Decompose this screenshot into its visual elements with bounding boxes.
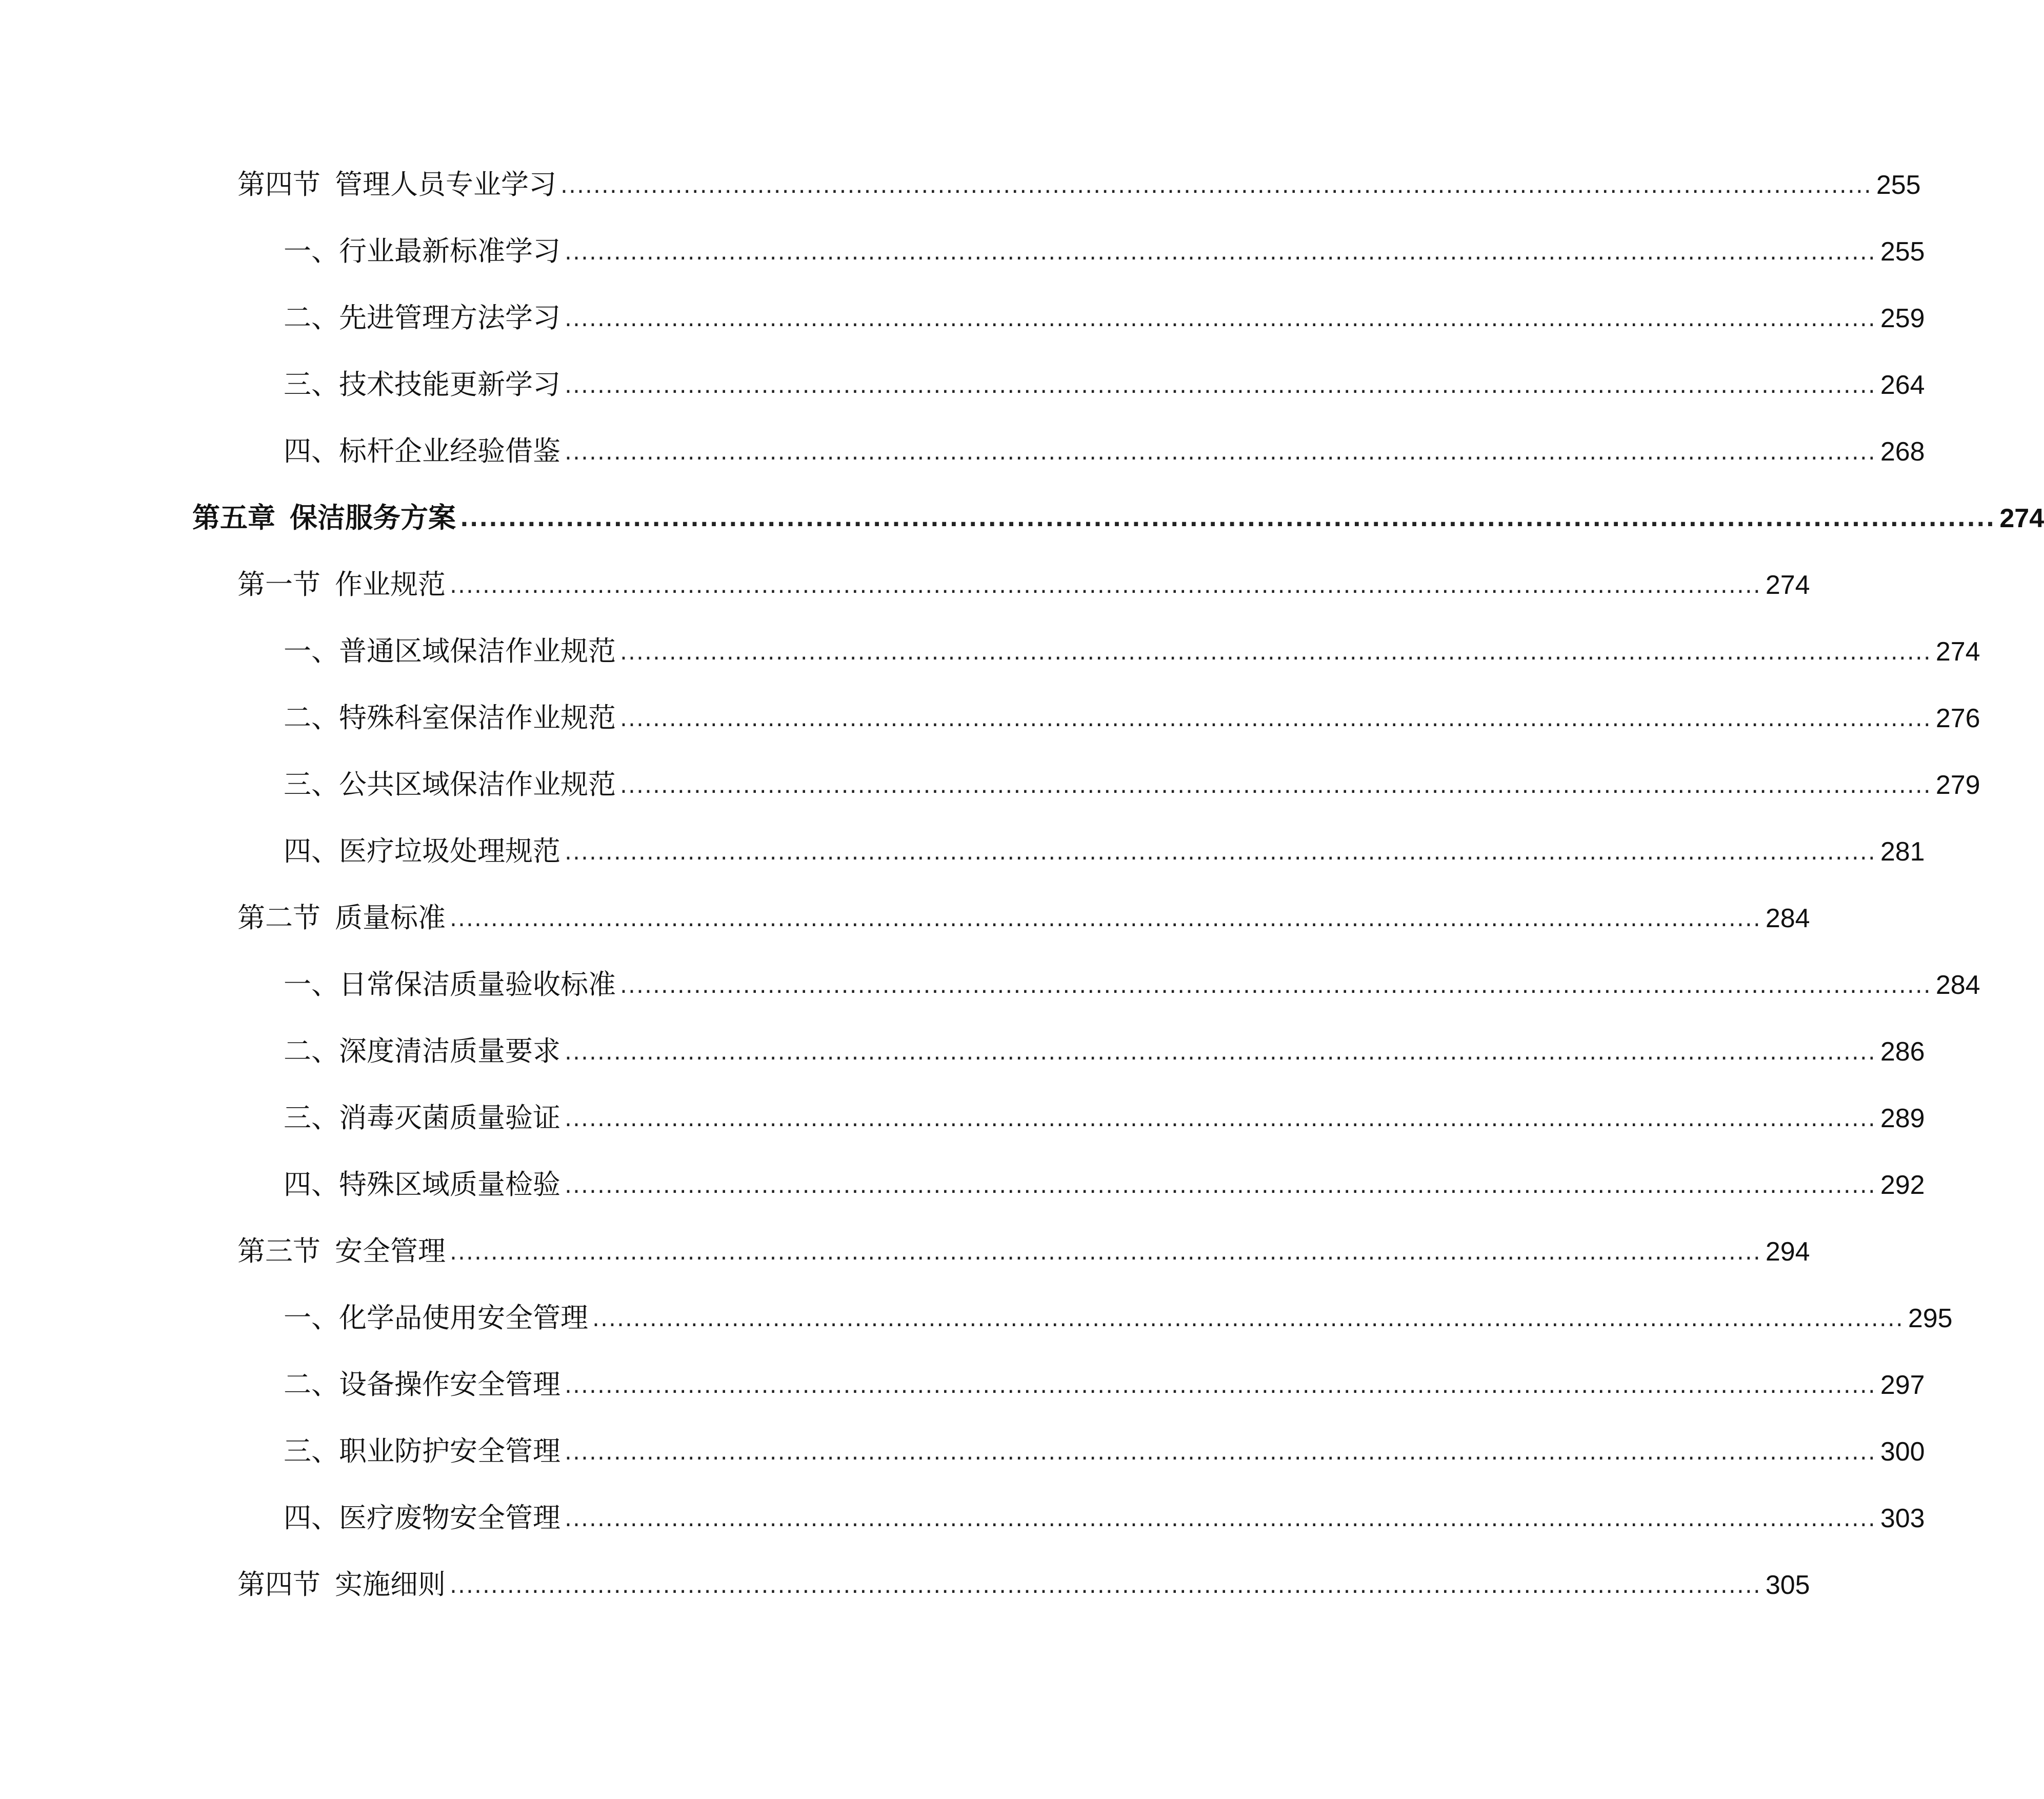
toc-dot-leader: ................................................................................................................................................................ — [565, 839, 1876, 865]
toc-entry[interactable] — [284, 831, 1925, 872]
toc-entry[interactable] — [284, 1164, 1925, 1205]
toc-page-number: 284 — [1935, 970, 1980, 1000]
toc-entry-prefix: 四、 — [284, 435, 339, 467]
toc-dot-leader: ................................................................................................................................................................ — [592, 1306, 1904, 1332]
toc-entry[interactable] — [237, 564, 1810, 605]
toc-page-number: 289 — [1880, 1104, 1925, 1133]
toc-entry-label — [284, 1431, 565, 1472]
toc-page-number: 303 — [1880, 1504, 1925, 1533]
toc-entry-prefix: 第二节 — [237, 902, 320, 934]
toc-entry-title: 医疗垃圾处理规范 — [339, 835, 560, 867]
toc-entry-label — [284, 1164, 565, 1205]
toc-entry-title: 普通区域保洁作业规范 — [339, 635, 616, 667]
toc-entry-title: 公共区域保洁作业规范 — [339, 768, 616, 801]
toc-entry-prefix: 第五章 — [192, 502, 275, 534]
toc-entry-title: 标杆企业经验借鉴 — [339, 435, 560, 467]
toc-dot-leader: ................................................................................................................................................................ — [450, 1572, 1761, 1598]
toc-dot-leader: ................................................................................................................................................................ — [620, 772, 1932, 798]
toc-dot-leader: ................................................................................................................................................................ — [565, 1506, 1876, 1532]
toc-entry-prefix: 二、 — [284, 1035, 339, 1067]
toc-dot-leader: ................................................................................................................................................................ — [565, 1039, 1876, 1065]
toc-entry[interactable] — [237, 1564, 1810, 1605]
toc-dot-leader: ................................................................................................................................................................ — [450, 572, 1761, 598]
toc-entry-label — [284, 1297, 592, 1338]
toc-entry-prefix: 四、 — [284, 1502, 339, 1534]
toc-dot-leader: ................................................................................................................................................................ — [565, 306, 1876, 332]
toc-entry-label — [237, 164, 560, 205]
toc-entry[interactable] — [284, 431, 1925, 472]
toc-entry[interactable] — [284, 1031, 1925, 1072]
toc-entry-title: 特殊科室保洁作业规范 — [339, 702, 616, 734]
toc-entry-prefix: 四、 — [284, 1168, 339, 1201]
toc-dot-leader: ................................................................................................................................................................ — [450, 906, 1761, 932]
toc-dot-leader: ................................................................................................................................................................ — [565, 1372, 1876, 1398]
toc-page-number: 300 — [1880, 1437, 1925, 1467]
toc-entry[interactable] — [284, 1364, 1925, 1405]
toc-entry-label — [284, 1097, 565, 1138]
toc-entry-title: 管理人员专业学习 — [335, 168, 556, 201]
toc-entry-title: 实施细则 — [335, 1568, 446, 1601]
toc-dot-leader: ................................................................................................................................................................ — [620, 706, 1932, 732]
toc-entry-prefix: 四、 — [284, 835, 339, 867]
toc-entry-prefix: 三、 — [284, 1435, 339, 1467]
toc-dot-leader: ................................................................................................................................................................ — [620, 639, 1932, 665]
toc-page-number: 295 — [1908, 1304, 1953, 1333]
toc-entry-prefix: 第四节 — [237, 1568, 320, 1601]
toc-entry[interactable] — [237, 164, 1921, 205]
toc-entry-prefix: 第一节 — [237, 568, 320, 601]
toc-dot-leader: ................................................................................................................................................................ — [565, 1106, 1876, 1132]
toc-dot-leader: ................................................................................................................................................................ — [450, 1239, 1761, 1265]
toc-entry[interactable] — [284, 297, 1925, 338]
toc-page-number: 268 — [1880, 437, 1925, 467]
toc-entry-label — [284, 297, 565, 338]
toc-page-number: 255 — [1876, 170, 1921, 200]
toc-page-number: 255 — [1880, 237, 1925, 267]
toc-entry-label — [192, 497, 460, 538]
toc-entry-title: 日常保洁质量验收标准 — [339, 968, 616, 1001]
toc-entry-label — [284, 1364, 565, 1405]
toc-entry-label — [284, 631, 620, 672]
toc-entry-title: 化学品使用安全管理 — [339, 1302, 588, 1334]
toc-dot-leader: ................................................................................................................................................................ — [565, 1439, 1876, 1465]
toc-dot-leader: ................................................................................................................................................................ — [460, 506, 1996, 532]
toc-entry-title: 行业最新标准学习 — [339, 235, 560, 267]
toc-entry-title: 质量标准 — [335, 902, 446, 934]
toc-entry-prefix: 一、 — [284, 1302, 339, 1334]
toc-dot-leader: ................................................................................................................................................................ — [565, 439, 1876, 465]
toc-entry-prefix: 一、 — [284, 968, 339, 1001]
toc-entry-label — [284, 231, 565, 272]
toc-page-number: 305 — [1765, 1570, 1810, 1600]
toc-entry-title: 作业规范 — [335, 568, 446, 601]
toc-dot-leader: ................................................................................................................................................................ — [565, 372, 1876, 398]
toc-entry-title: 先进管理方法学习 — [339, 302, 560, 334]
toc-entry[interactable] — [284, 1497, 1925, 1538]
toc-page-number: 294 — [1765, 1237, 1810, 1267]
toc-entry[interactable] — [284, 231, 1925, 272]
toc-entry-title: 深度清洁质量要求 — [339, 1035, 560, 1067]
toc-entry[interactable] — [284, 1097, 1925, 1138]
toc-entry-label — [284, 697, 620, 738]
toc-entry-prefix: 一、 — [284, 235, 339, 267]
toc-entry-label — [237, 564, 450, 605]
toc-page-number: 276 — [1935, 704, 1980, 733]
toc-entry[interactable] — [284, 631, 1980, 672]
toc-entry[interactable] — [284, 1297, 1953, 1338]
toc-entry-prefix: 三、 — [284, 768, 339, 801]
toc-entry-title: 职业防护安全管理 — [339, 1435, 560, 1467]
toc-entry-prefix: 三、 — [284, 368, 339, 401]
toc-entry[interactable] — [284, 1431, 1925, 1472]
toc-page-number: 259 — [1880, 304, 1925, 333]
toc-entry-label — [237, 1231, 450, 1272]
toc-dot-leader: ................................................................................................................................................................ — [565, 239, 1876, 265]
toc-entry-label — [284, 431, 565, 472]
toc-page-number: 274 — [1765, 570, 1810, 600]
toc-entry[interactable] — [284, 697, 1980, 738]
toc-entry-title: 保洁服务方案 — [290, 502, 456, 534]
toc-entry-label — [237, 1564, 450, 1605]
toc-entry-prefix: 二、 — [284, 302, 339, 334]
toc-dot-leader: ................................................................................................................................................................ — [560, 172, 1872, 198]
toc-dot-leader: ................................................................................................................................................................ — [565, 1172, 1876, 1198]
toc-page-number: 297 — [1880, 1370, 1925, 1400]
toc-entry-label — [237, 897, 450, 938]
toc-entry-title: 设备操作安全管理 — [339, 1368, 560, 1401]
toc-entry-title: 特殊区域质量检验 — [339, 1168, 560, 1201]
toc-entry-title: 技术技能更新学习 — [339, 368, 560, 401]
toc-entry[interactable] — [284, 764, 1980, 805]
toc-entry[interactable] — [284, 364, 1925, 405]
toc-page-number: 286 — [1880, 1037, 1925, 1067]
toc-entry[interactable] — [237, 897, 1810, 938]
toc-entry-label — [284, 364, 565, 405]
toc-page-number: 274 — [1999, 504, 2044, 533]
toc-page-number: 274 — [1935, 637, 1980, 667]
toc-entry-label — [284, 831, 565, 872]
toc-entry-title: 医疗废物安全管理 — [339, 1502, 560, 1534]
toc-entry-prefix: 一、 — [284, 635, 339, 667]
toc-entry-prefix: 三、 — [284, 1102, 339, 1134]
toc-entry-title: 消毒灭菌质量验证 — [339, 1102, 560, 1134]
toc-entry-label — [284, 1497, 565, 1538]
toc-entry-label — [284, 964, 620, 1005]
toc-dot-leader: ................................................................................................................................................................ — [620, 972, 1932, 998]
toc-entry-label — [284, 764, 620, 805]
toc-entry-prefix: 第四节 — [237, 168, 320, 201]
toc-page-number: 279 — [1935, 770, 1980, 800]
toc-entry-title: 安全管理 — [335, 1235, 446, 1267]
toc-chapter-entry[interactable] — [192, 497, 2044, 538]
toc-entry-prefix: 第三节 — [237, 1235, 320, 1267]
toc-page-number: 292 — [1880, 1170, 1925, 1200]
toc-entry[interactable] — [284, 964, 1980, 1005]
toc-entry[interactable] — [237, 1231, 1810, 1272]
toc-entry-prefix: 二、 — [284, 702, 339, 734]
toc-entry-prefix: 二、 — [284, 1368, 339, 1401]
toc-page-number: 284 — [1765, 904, 1810, 933]
toc-entry-label — [284, 1031, 565, 1072]
toc-page-number: 264 — [1880, 370, 1925, 400]
toc-page-number: 281 — [1880, 837, 1925, 867]
